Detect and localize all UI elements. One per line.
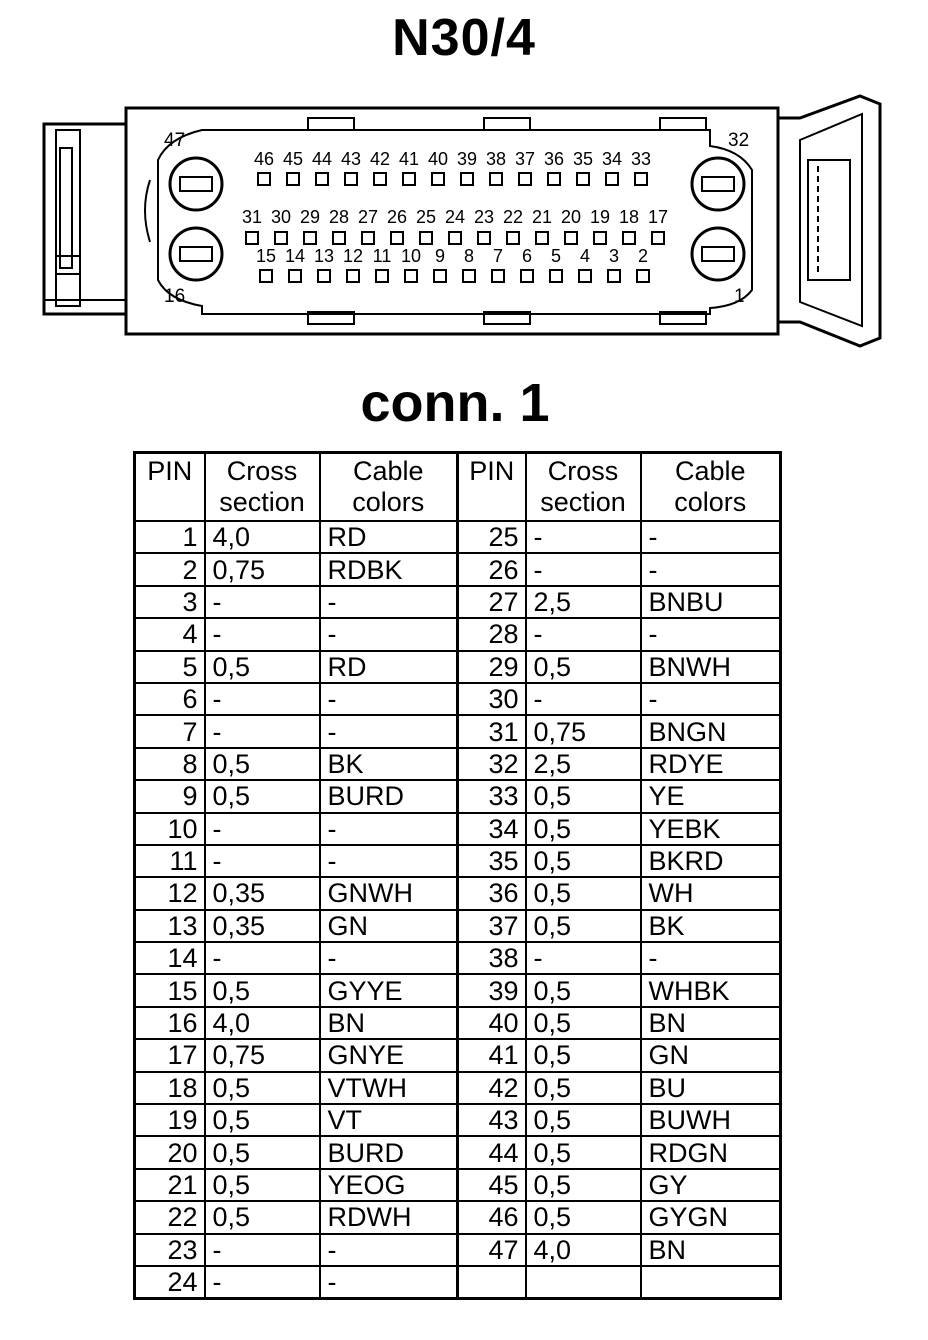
pin-socket (490, 173, 502, 185)
pin-cell: 8 (135, 748, 205, 780)
cross-section-cell-2: 0,5 (526, 1104, 641, 1136)
cross-section-cell-2: 0,5 (526, 651, 641, 683)
cross-section-cell: 0,5 (205, 974, 320, 1006)
cross-section-cell: - (205, 715, 320, 747)
pin-socket (289, 270, 301, 282)
pin-cell-2: 26 (458, 553, 526, 585)
table-row (135, 910, 781, 942)
pin-cell: 14 (135, 942, 205, 974)
pin-number-label: 31 (241, 207, 263, 227)
pin-socket (316, 173, 328, 185)
table-row (135, 715, 781, 747)
cross-section-cell: 4,0 (205, 521, 320, 553)
pin-cell-2: 47 (458, 1234, 526, 1266)
pin-number-label: 33 (630, 149, 652, 169)
cable-color-cell-2: GY (641, 1169, 781, 1201)
pin-cell-2 (458, 1266, 526, 1299)
cable-color-cell: GN (320, 910, 458, 942)
pin-socket (432, 173, 444, 185)
pin-number-label: 4 (579, 246, 591, 266)
cross-section-cell: 0,5 (205, 1072, 320, 1104)
pin-cell-2: 32 (458, 748, 526, 780)
pin-cell-2: 36 (458, 877, 526, 909)
pin-socket (623, 232, 635, 244)
pin-socket (434, 270, 446, 282)
table-row (135, 521, 781, 553)
table-row (135, 1039, 781, 1071)
cable-color-cell: VTWH (320, 1072, 458, 1104)
cross-section-cell: - (205, 586, 320, 618)
pin-cell: 13 (135, 910, 205, 942)
corner-label-bottom-right: 1 (734, 286, 745, 307)
pin-socket (521, 270, 533, 282)
pin-cell: 1 (135, 521, 205, 553)
pin-socket (347, 270, 359, 282)
corner-label-top-left: 47 (164, 130, 186, 151)
pin-socket (608, 270, 620, 282)
pin-cell-2: 38 (458, 942, 526, 974)
pin-cell: 4 (135, 618, 205, 650)
pin-number-label: 3 (608, 246, 620, 266)
cable-color-cell-2: GYGN (641, 1201, 781, 1233)
pin-cell: 16 (135, 1007, 205, 1039)
pin-number-label: 17 (647, 207, 669, 227)
pin-cell: 10 (135, 813, 205, 845)
pin-socket (449, 232, 461, 244)
pin-socket (507, 232, 519, 244)
cable-color-cell: GNWH (320, 877, 458, 909)
table-row (135, 1072, 781, 1104)
pin-socket (403, 173, 415, 185)
pin-socket (548, 173, 560, 185)
pin-number-label: 37 (514, 149, 536, 169)
pin-number-label: 38 (485, 149, 507, 169)
pin-socket (652, 232, 664, 244)
pin-socket (391, 232, 403, 244)
cross-section-cell-2: - (526, 553, 641, 585)
pin-cell: 17 (135, 1039, 205, 1071)
pin-cell-2: 42 (458, 1072, 526, 1104)
cross-section-cell-2: 2,5 (526, 586, 641, 618)
pin-number-label: 2 (637, 246, 649, 266)
screw-top-right (692, 158, 744, 210)
cable-color-cell: - (320, 1234, 458, 1266)
pin-cell: 22 (135, 1201, 205, 1233)
cable-color-cell-2: WH (641, 877, 781, 909)
cross-section-cell: 0,5 (205, 1136, 320, 1168)
pin-socket (594, 232, 606, 244)
pin-socket (637, 270, 649, 282)
pin-cell-2: 40 (458, 1007, 526, 1039)
pin-number-label: 41 (398, 149, 420, 169)
pin-assignment-table (133, 451, 782, 1300)
cable-color-cell: - (320, 942, 458, 974)
pin-number-label: 6 (521, 246, 533, 266)
cross-section-cell-2: 0,5 (526, 1201, 641, 1233)
cross-section-cell-2: - (526, 521, 641, 553)
cross-section-cell: - (205, 618, 320, 650)
pin-number-label: 20 (560, 207, 582, 227)
pin-cell-2: 29 (458, 651, 526, 683)
header-cable-colors: Cable colors (320, 453, 458, 522)
pin-number-label: 18 (618, 207, 640, 227)
cable-color-cell-2: BK (641, 910, 781, 942)
pin-cell-2: 44 (458, 1136, 526, 1168)
cross-section-cell-2: 2,5 (526, 748, 641, 780)
pin-socket (362, 232, 374, 244)
table-row (135, 877, 781, 909)
cross-section-cell: - (205, 1266, 320, 1299)
pin-cell-2: 27 (458, 586, 526, 618)
cable-color-cell-2: WHBK (641, 974, 781, 1006)
cable-color-cell: RDWH (320, 1201, 458, 1233)
cross-section-cell-2: 0,75 (526, 715, 641, 747)
cross-section-cell-2: 0,5 (526, 1039, 641, 1071)
cable-color-cell-2: BNGN (641, 715, 781, 747)
pin-socket (246, 232, 258, 244)
table-row (135, 1104, 781, 1136)
cross-section-cell: 0,75 (205, 553, 320, 585)
connector-subtitle: conn. 1 (360, 373, 550, 433)
cross-section-cell: - (205, 942, 320, 974)
table-row (135, 553, 781, 585)
cable-color-cell: - (320, 1266, 458, 1299)
connector-drawing (0, 80, 928, 370)
pin-cell: 18 (135, 1072, 205, 1104)
cross-section-cell: 0,5 (205, 1201, 320, 1233)
pin-cell-2: 33 (458, 780, 526, 812)
cross-section-cell-2: 0,5 (526, 780, 641, 812)
cross-section-cell: - (205, 1234, 320, 1266)
pin-number-label: 27 (357, 207, 379, 227)
pin-number-label: 22 (502, 207, 524, 227)
table-row (135, 1266, 781, 1299)
cable-color-cell-2: BN (641, 1007, 781, 1039)
table-row (135, 1169, 781, 1201)
pin-cell-2: 45 (458, 1169, 526, 1201)
pin-number-label: 9 (434, 246, 446, 266)
pin-socket (318, 270, 330, 282)
cable-color-cell: RD (320, 651, 458, 683)
pin-cell-2: 37 (458, 910, 526, 942)
pin-number-label: 46 (253, 149, 275, 169)
cross-section-cell-2: 0,5 (526, 1072, 641, 1104)
table-row (135, 651, 781, 683)
pin-number-label: 40 (427, 149, 449, 169)
cable-color-cell-2: RDYE (641, 748, 781, 780)
pin-number-label: 8 (463, 246, 475, 266)
cross-section-cell-2: 0,5 (526, 910, 641, 942)
cross-section-cell: 0,5 (205, 1104, 320, 1136)
pin-cell: 11 (135, 845, 205, 877)
pin-number-label: 19 (589, 207, 611, 227)
table-row (135, 1201, 781, 1233)
pin-socket (260, 270, 272, 282)
table-row (135, 586, 781, 618)
pin-number-label: 43 (340, 149, 362, 169)
right-lever (778, 96, 880, 346)
cross-section-cell: 0,5 (205, 1169, 320, 1201)
pin-cell: 3 (135, 586, 205, 618)
header-pin: PIN (135, 453, 205, 522)
pin-cell: 19 (135, 1104, 205, 1136)
pin-socket (345, 173, 357, 185)
pin-socket (376, 270, 388, 282)
cable-color-cell: GYYE (320, 974, 458, 1006)
table-row (135, 1007, 781, 1039)
cross-section-cell: 0,35 (205, 877, 320, 909)
pin-number-label: 29 (299, 207, 321, 227)
pin-number-label: 44 (311, 149, 333, 169)
cable-color-cell: GNYE (320, 1039, 458, 1071)
cross-section-cell: - (205, 845, 320, 877)
cable-color-cell: RDBK (320, 553, 458, 585)
pin-socket (550, 270, 562, 282)
pin-cell-2: 43 (458, 1104, 526, 1136)
screw-bottom-right (692, 228, 744, 280)
cross-section-cell-2: 0,5 (526, 877, 641, 909)
pin-cell-2: 31 (458, 715, 526, 747)
screw-top-left (170, 158, 222, 210)
cable-color-cell: BN (320, 1007, 458, 1039)
pin-cell: 6 (135, 683, 205, 715)
cable-color-cell-2: - (641, 942, 781, 974)
pin-socket (478, 232, 490, 244)
pin-cell: 15 (135, 974, 205, 1006)
pin-cell-2: 39 (458, 974, 526, 1006)
cable-color-cell-2: BNWH (641, 651, 781, 683)
pin-number-label: 39 (456, 149, 478, 169)
pin-cell-2: 46 (458, 1201, 526, 1233)
cross-section-cell-2 (526, 1266, 641, 1299)
cross-section-cell-2: 0,5 (526, 1169, 641, 1201)
cable-color-cell: - (320, 618, 458, 650)
pin-number-label: 28 (328, 207, 350, 227)
diagram-title: N30/4 (392, 9, 536, 67)
pin-cell: 5 (135, 651, 205, 683)
pin-number-label: 13 (313, 246, 335, 266)
pin-socket (287, 173, 299, 185)
cable-color-cell: RD (320, 521, 458, 553)
cable-color-cell: - (320, 845, 458, 877)
pin-cell: 7 (135, 715, 205, 747)
pin-socket (333, 232, 345, 244)
pin-cell-2: 34 (458, 813, 526, 845)
pin-cell-2: 41 (458, 1039, 526, 1071)
screw-bottom-left (170, 228, 222, 280)
table-row (135, 780, 781, 812)
pin-socket (304, 232, 316, 244)
cross-section-cell: 0,5 (205, 651, 320, 683)
pin-number-label: 12 (342, 246, 364, 266)
pin-number-label: 14 (284, 246, 306, 266)
cable-color-cell-2 (641, 1266, 781, 1299)
pin-socket (536, 232, 548, 244)
pin-cell: 20 (135, 1136, 205, 1168)
cable-color-cell: BK (320, 748, 458, 780)
cable-color-cell: BURD (320, 780, 458, 812)
pin-socket (579, 270, 591, 282)
cross-section-cell: 4,0 (205, 1007, 320, 1039)
cross-section-cell-2: - (526, 618, 641, 650)
cross-section-cell: - (205, 683, 320, 715)
pin-number-label: 34 (601, 149, 623, 169)
pin-socket (420, 232, 432, 244)
table-row (135, 683, 781, 715)
pin-socket (374, 173, 386, 185)
table-row (135, 974, 781, 1006)
pin-socket (258, 173, 270, 185)
cable-color-cell-2: - (641, 521, 781, 553)
table-row (135, 748, 781, 780)
pin-number-label: 25 (415, 207, 437, 227)
cable-color-cell-2: YEBK (641, 813, 781, 845)
pin-socket (635, 173, 647, 185)
pin-socket (606, 173, 618, 185)
header-cross-section-2: Cross section (526, 453, 641, 522)
cable-color-cell: - (320, 813, 458, 845)
cross-section-cell-2: - (526, 683, 641, 715)
pin-number-label: 36 (543, 149, 565, 169)
cable-color-cell-2: GN (641, 1039, 781, 1071)
cable-color-cell-2: - (641, 618, 781, 650)
pin-socket (519, 173, 531, 185)
table-row (135, 618, 781, 650)
pin-socket (275, 232, 287, 244)
pin-number-label: 35 (572, 149, 594, 169)
pin-cell-2: 25 (458, 521, 526, 553)
pin-number-label: 45 (282, 149, 304, 169)
pin-cell: 12 (135, 877, 205, 909)
pin-cell: 23 (135, 1234, 205, 1266)
pin-number-label: 26 (386, 207, 408, 227)
pin-number-label: 7 (492, 246, 504, 266)
pin-cell: 9 (135, 780, 205, 812)
pin-number-label: 23 (473, 207, 495, 227)
pin-cell-2: 30 (458, 683, 526, 715)
cable-color-cell-2: BU (641, 1072, 781, 1104)
pin-cell: 24 (135, 1266, 205, 1299)
corner-label-top-right: 32 (728, 130, 750, 151)
cross-section-cell: 0,5 (205, 748, 320, 780)
pin-cell-2: 35 (458, 845, 526, 877)
table-header-row (135, 453, 781, 522)
header-cross-section: Cross section (205, 453, 320, 522)
cable-color-cell: - (320, 683, 458, 715)
pin-cell: 21 (135, 1169, 205, 1201)
pin-socket (461, 173, 473, 185)
cable-color-cell-2: RDGN (641, 1136, 781, 1168)
cross-section-cell-2: 4,0 (526, 1234, 641, 1266)
table-row (135, 845, 781, 877)
pin-socket (405, 270, 417, 282)
table-row (135, 1234, 781, 1266)
cable-color-cell-2: - (641, 683, 781, 715)
cable-color-cell-2: BNBU (641, 586, 781, 618)
table-row (135, 1136, 781, 1168)
header-cable-colors-2: Cable colors (641, 453, 781, 522)
cross-section-cell: 0,5 (205, 780, 320, 812)
cable-color-cell: YEOG (320, 1169, 458, 1201)
cross-section-cell-2: 0,5 (526, 813, 641, 845)
pin-cell: 2 (135, 553, 205, 585)
cross-section-cell: 0,35 (205, 910, 320, 942)
pin-socket (463, 270, 475, 282)
pin-socket (492, 270, 504, 282)
cross-section-cell-2: 0,5 (526, 1007, 641, 1039)
cable-color-cell: VT (320, 1104, 458, 1136)
pin-number-label: 11 (372, 246, 392, 266)
table-row (135, 813, 781, 845)
pin-socket (565, 232, 577, 244)
pin-socket (577, 173, 589, 185)
cross-section-cell-2: - (526, 942, 641, 974)
cross-section-cell: 0,75 (205, 1039, 320, 1071)
pin-number-label: 42 (369, 149, 391, 169)
cable-color-cell-2: - (641, 553, 781, 585)
cable-color-cell-2: BKRD (641, 845, 781, 877)
pin-number-label: 15 (255, 246, 277, 266)
cross-section-cell: - (205, 813, 320, 845)
cross-section-cell-2: 0,5 (526, 1136, 641, 1168)
cable-color-cell: - (320, 715, 458, 747)
cable-color-cell: BURD (320, 1136, 458, 1168)
header-pin-2: PIN (458, 453, 526, 522)
cross-section-cell-2: 0,5 (526, 845, 641, 877)
pin-number-label: 10 (400, 246, 422, 266)
pin-number-label: 24 (444, 207, 466, 227)
pin-number-label: 30 (270, 207, 292, 227)
cable-color-cell: - (320, 586, 458, 618)
corner-label-bottom-left: 16 (164, 286, 186, 307)
table-row (135, 942, 781, 974)
cable-color-cell-2: BUWH (641, 1104, 781, 1136)
cross-section-cell-2: 0,5 (526, 974, 641, 1006)
pin-number-label: 5 (550, 246, 562, 266)
cable-color-cell-2: BN (641, 1234, 781, 1266)
pin-number-label: 21 (531, 207, 553, 227)
pin-cell-2: 28 (458, 618, 526, 650)
cable-color-cell-2: YE (641, 780, 781, 812)
